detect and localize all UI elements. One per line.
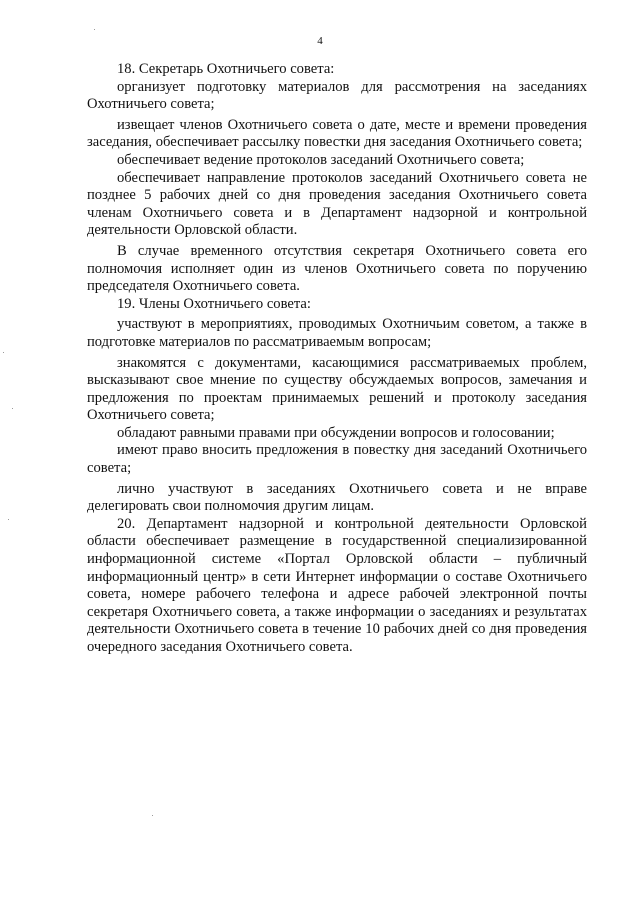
member-duty-personal-attendance: лично участвуют в заседаниях Охотничьего совета и не вправе делегировать свои полномочия другим лицам. bbox=[87, 480, 587, 515]
section-18-heading: 18. Секретарь Охотничьего совета: bbox=[117, 61, 335, 77]
scan-speck bbox=[3, 352, 4, 353]
member-right-agenda-proposals: имеют право вносить предложения в повестку дня заседаний Охотничьего совета; bbox=[87, 442, 587, 477]
secretary-duty-send-minutes: обеспечивает направление протоколов заседаний Охотничьего совета не позднее 5 рабочих дней со дня проведения заседания Охотничьего совета членам Охотничьего совета и в Департамент надзорной и контрольной деятельности Орловской области. bbox=[87, 169, 587, 239]
section-19-heading: 19. Члены Охотничьего совета: bbox=[117, 295, 311, 312]
secretary-duty-prepare-materials: организует подготовку материалов для рассмотрения на заседаниях Охотничьего совета; bbox=[87, 78, 587, 113]
section-20-paragraph: 20. Департамент надзорной и контрольной деятельности Орловской области обеспечивает размещение в государственной специализированной информационной системе «Портал Орловской области – публичный информационный центр» в сети Интернет информации о составе Охотничьего совета, номере рабочего телефона и адресе рабочей электронной почты секретаря Охотничьего совета, а также информации о заседаниях и результатах деятельности Охотничьего совета в течение 10 рабочих дней со дня проведения очередного заседания Охотничьего совета. bbox=[87, 515, 587, 655]
member-right-equal-voting: обладают равными правами при обсуждении вопросов и голосовании; bbox=[117, 424, 555, 441]
secretary-absence-paragraph: В случае временного отсутствия секретаря Охотничьего совета его полномочия исполняет один из членов Охотничьего совета по поручению председателя Охотничьего совета. bbox=[87, 242, 587, 295]
scan-speck bbox=[8, 519, 9, 520]
secretary-duty-notify-members: извещает членов Охотничьего совета о дате, месте и времени проведения заседания, обеспечивает рассылку повестки дня заседания Охотничьего совета; bbox=[87, 116, 587, 151]
member-duty-participate: участвуют в мероприятиях, проводимых Охотничьим советом, а также в подготовке материалов по рассматриваемым вопросам; bbox=[87, 316, 587, 350]
secretary-duty-keep-minutes: обеспечивает ведение протоколов заседаний Охотничьего совета; bbox=[117, 151, 525, 168]
scan-speck bbox=[12, 408, 13, 409]
document-body bbox=[87, 61, 587, 657]
page-number: 4 bbox=[317, 35, 323, 47]
scan-speck bbox=[94, 29, 95, 30]
scan-speck bbox=[152, 815, 153, 816]
member-duty-review-documents: знакомятся с документами, касающимися рассматриваемых проблем, высказывают свое мнение по существу обсуждаемых вопросов, замечания и предложения по проектам принимаемых решений и протоколу заседания Охотничьего совета; bbox=[87, 354, 587, 424]
